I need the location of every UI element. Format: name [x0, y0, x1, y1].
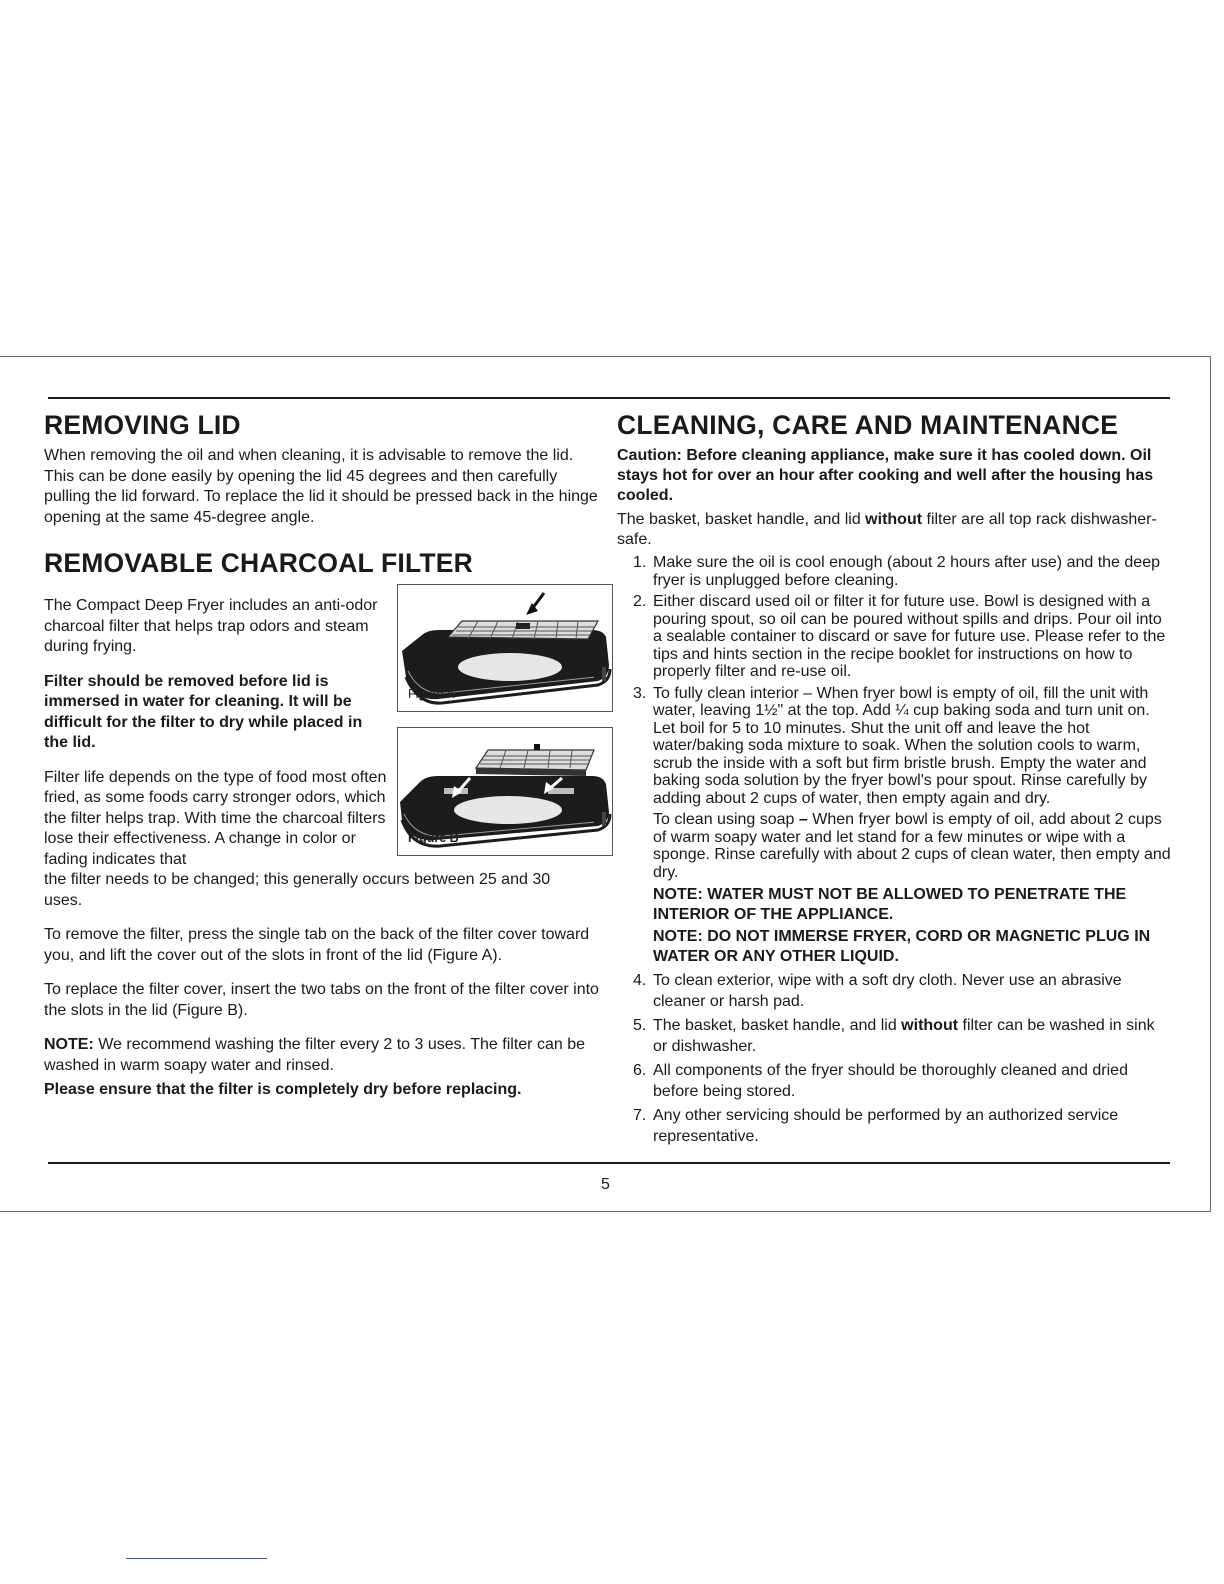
step-number: 6. [633, 1062, 647, 1079]
page-number: 5 [601, 1176, 610, 1193]
step-text: The basket, basket handle, and lid [653, 1017, 902, 1034]
filter-life-text: Filter life depends on the type of food most often fried, as some foods carry stronger odors, which the filter helps trap. With time the charcoal filters lose their effectiveness. A change in color or fading indicates that [44, 768, 387, 868]
note-label: NOTE: [44, 1036, 94, 1053]
list-item [617, 685, 1173, 808]
list-item [617, 1106, 1173, 1147]
step-text: To fully clean interior – When fryer bowl is empty of oil, fill the unit with water, leaving 1½" at the top. Add ¼ cup baking soda and turn unit on. Let boil for 5 to 10 minutes. Shut the unit off and leave the hot water/baking soda mixture to soak. When the solution cools to warm, scrub the inside with a soft but firm bristle brush. Empty the water and baking soda solution by the fryer bowl's pour spout. Rinse carefully by adding about 2 cups of water, then empty again and dry. [653, 684, 1150, 807]
step-number: 1. [633, 554, 647, 571]
step-emphasis: without [901, 1017, 959, 1034]
cleaning-intro-text-end: filter are all top rack dishwasher-safe. [617, 511, 1157, 548]
figure-b-caption: Figure B [408, 831, 459, 845]
filter-remove-text: To remove the filter, press the single tab on the back of the filter cover toward you, and lift the cover out of the slots in front of the lid (Figure A). [44, 926, 590, 964]
figure-a-caption: Figure A [408, 687, 455, 701]
step-number: 3. [633, 684, 647, 702]
list-item [617, 971, 1173, 1012]
cleaning-steps [617, 554, 1173, 807]
removing-lid-heading: REMOVING LID [44, 410, 241, 440]
removing-lid-body: When removing the oil and when cleaning, it is advisable to remove the lid. This can be done easily by opening the lid 45 degrees and then carefully pulling the lid forward. To replace the lid it should be pressed back in the hinge opening at the same 45-degree angle. [44, 447, 598, 526]
step-text: To clean exterior, wipe with a soft dry cloth. Never use an abrasive cleaner or harsh pad. [653, 972, 1122, 1010]
step-text: Make sure the oil is cool enough (about 2 hours after use) and the deep fryer is unplugged before cleaning. [653, 554, 1160, 589]
figure-a [397, 584, 613, 712]
bottom-rule [48, 1162, 1170, 1164]
soap-text: To clean using soap [653, 811, 799, 828]
water-note: NOTE: WATER MUST NOT BE ALLOWED TO PENETRATE THE INTERIOR OF THE APPLIANCE. [653, 886, 1127, 923]
note-text: We recommend washing the filter every 2 to 3 uses. The filter can be washed in warm soapy water and rinsed. [44, 1036, 585, 1074]
step-number: 4. [633, 972, 647, 989]
cleaning-intro-text: The basket, basket handle, and lid [617, 511, 866, 528]
list-item [617, 554, 1173, 589]
filter-dry-warning: Please ensure that the filter is completely dry before replacing. [44, 1081, 522, 1098]
cleaning-intro-emphasis: without [865, 511, 923, 528]
step-number: 2. [633, 593, 647, 610]
immersion-note: NOTE: DO NOT IMMERSE FRYER, CORD OR MAGNETIC PLUG IN WATER OR ANY OTHER LIQUID. [653, 928, 1151, 965]
cleaning-caution: Caution: Before cleaning appliance, make sure it has cooled down. Oil stays hot for over an hour after cooking and well after the housing has cooled. [617, 447, 1154, 504]
soap-cleaning-text [617, 811, 1173, 881]
step-text: Either discard used oil or filter it for future use. Bowl is designed with a pouring spout, so oil can be poured without spills and drips. Pour oil into a sealable container to discard or save for future use. Please refer to the tips and hints section in the recipe booklet for instructions on how to properly filter and re-use oil. [653, 593, 1166, 680]
step-number: 7. [633, 1107, 647, 1124]
step-text: All components of the fryer should be thoroughly cleaned and dried before being stored. [653, 1062, 1128, 1100]
list-item [617, 1061, 1173, 1102]
cleaning-steps-continued [617, 971, 1173, 1147]
top-rule [48, 397, 1170, 399]
soap-dash: – [798, 811, 808, 828]
soap-text-end: When fryer bowl is empty of oil, add about 2 cups of warm soapy water and let stand for a few minutes or wipe with a sponge. Rinse carefully with about 2 cups of clean water, then empty and dry. [653, 811, 1171, 881]
step-text: Any other servicing should be performed by an authorized service representative. [653, 1107, 1119, 1145]
cleaning-heading: CLEANING, CARE AND MAINTENANCE [617, 410, 1119, 440]
list-item [617, 593, 1173, 681]
charcoal-filter-heading: REMOVABLE CHARCOAL FILTER [44, 548, 473, 578]
filter-intro: The Compact Deep Fryer includes an anti-odor charcoal filter that helps trap odors and steam during frying. [44, 597, 378, 655]
step-text-end: filter can be washed in sink or dishwasher. [653, 1017, 1155, 1055]
figure-b [397, 727, 613, 856]
filter-warning: Filter should be removed before lid is immersed in water for cleaning. It will be difficult for the filter to dry while placed in the lid. [44, 672, 363, 751]
filter-replace-text: To replace the filter cover, insert the two tabs on the front of the filter cover into the slots in the lid (Figure B). [44, 981, 599, 1019]
right-column [617, 408, 1173, 1147]
step-number: 5. [633, 1017, 647, 1034]
cleaning-intro [617, 510, 1173, 550]
filter-note [44, 1035, 604, 1076]
footer-link-underline [126, 1558, 267, 1559]
list-item [617, 1016, 1173, 1057]
filter-life-text-cont: the filter needs to be changed; this generally occurs between 25 and 30 uses. [44, 871, 551, 909]
